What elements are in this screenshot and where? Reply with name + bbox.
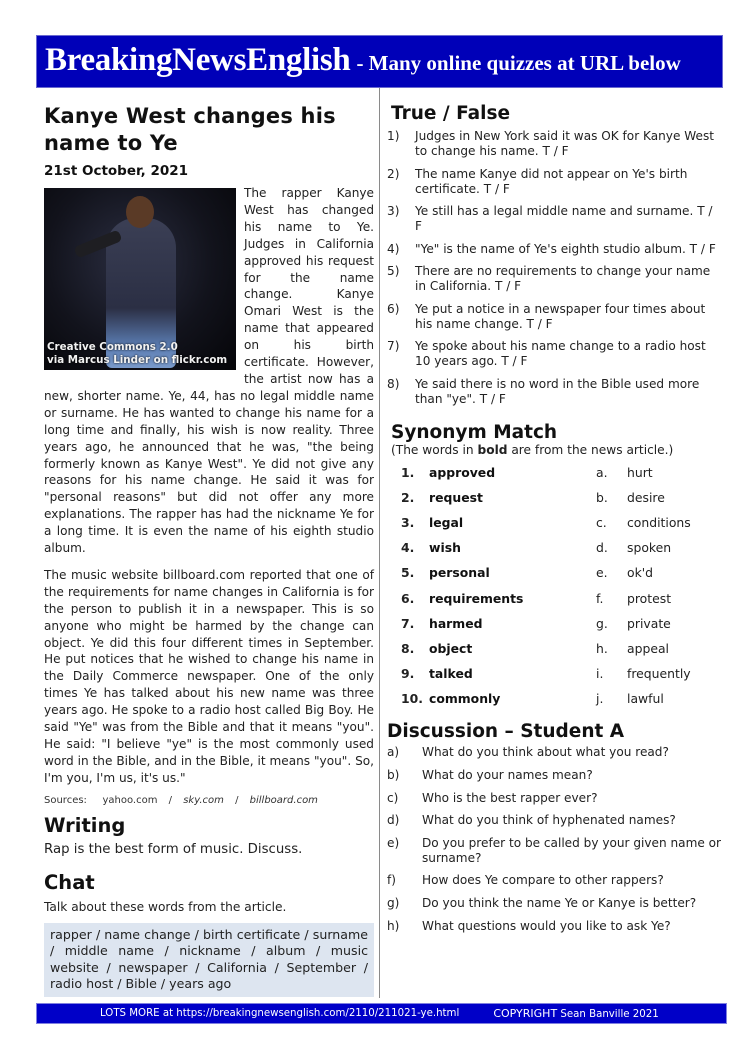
synonym-definition: protest	[627, 590, 672, 606]
synonym-match-subtitle	[391, 443, 722, 457]
true-false-item	[387, 204, 722, 234]
synonym-number: 1.	[401, 464, 415, 480]
synonym-row	[387, 535, 722, 560]
synonym-number: 7.	[401, 615, 415, 631]
item-statement: There are no requirements to change your name in California. T / F	[415, 264, 711, 293]
page-footer	[36, 1003, 727, 1024]
synonym-word: object	[429, 640, 473, 656]
true-false-item	[387, 302, 722, 332]
question-text: What do you think of hyphenated names?	[422, 813, 676, 828]
synonym-word: talked	[429, 666, 473, 682]
writing-prompt: Rap is the best form of music. Discuss.	[44, 841, 303, 857]
synonym-letter: g.	[596, 615, 608, 631]
question-text: What questions would you like to ask Ye?	[422, 918, 671, 933]
writing-heading: Writing	[44, 813, 126, 837]
synonym-number: 4.	[401, 540, 415, 556]
synonym-letter: j.	[596, 691, 604, 707]
synonym-match-list	[387, 460, 722, 712]
question-text: How does Ye compare to other rappers?	[422, 873, 664, 888]
synonym-match-heading: Synonym Match	[391, 421, 558, 443]
synonym-row	[387, 686, 722, 711]
question-letter: h)	[387, 918, 400, 933]
synonym-definition: private	[627, 615, 671, 631]
source-link[interactable]: yahoo.com	[102, 794, 158, 806]
item-statement: Ye said there is no word in the Bible used more than "ye". T / F	[415, 376, 700, 406]
synonym-definition: hurt	[627, 464, 653, 480]
question-letter: b)	[387, 767, 400, 782]
question-text: What do your names mean?	[422, 767, 593, 782]
discussion-question	[387, 791, 722, 806]
synonym-definition: spoken	[627, 540, 672, 556]
discussion-question	[387, 919, 722, 934]
synonym-row	[387, 510, 722, 535]
item-statement: Ye still has a legal middle name and surname. T / F	[415, 204, 713, 233]
article-body	[44, 185, 374, 787]
item-statement: The name Kanye did not appear on Ye's birth certificate. T / F	[415, 166, 688, 196]
synonym-definition: conditions	[627, 514, 691, 530]
question-text: Who is the best rapper ever?	[422, 790, 598, 805]
synonym-word: request	[429, 489, 483, 505]
true-false-item	[387, 339, 722, 369]
synonym-letter: d.	[596, 540, 608, 556]
synonym-letter: h.	[596, 640, 608, 656]
question-letter: a)	[387, 745, 400, 760]
subtitle-text: (The words in	[391, 442, 478, 457]
true-false-list	[387, 129, 722, 407]
synonym-row	[387, 560, 722, 585]
synonym-number: 3.	[401, 514, 415, 530]
photo-figure-head	[126, 196, 154, 228]
copyright-label: COPYRIGHT	[493, 1007, 558, 1020]
question-letter: g)	[387, 895, 400, 910]
item-number: 3)	[387, 204, 400, 218]
synonym-number: 6.	[401, 590, 415, 606]
true-false-item	[387, 377, 722, 407]
synonym-row	[387, 460, 722, 485]
footer-copyright	[493, 1007, 658, 1020]
synonym-number: 9.	[401, 666, 415, 682]
true-false-item	[387, 264, 722, 294]
sources-separator: /	[168, 794, 173, 806]
article-date: 21st October, 2021	[44, 163, 189, 179]
synonym-number: 8.	[401, 640, 415, 656]
synonym-letter: a.	[596, 464, 608, 480]
source-link[interactable]: billboard.com	[249, 794, 318, 806]
synonym-word: requirements	[429, 590, 524, 606]
photo-caption-line-2: via Marcus Linder on flickr.com	[47, 354, 228, 366]
synonym-number: 5.	[401, 565, 415, 581]
synonym-number: 2.	[401, 489, 415, 505]
synonym-word: legal	[429, 514, 464, 530]
item-number: 1)	[387, 129, 400, 143]
synonym-word: harmed	[429, 615, 483, 631]
synonym-letter: e.	[596, 565, 608, 581]
sources-label: Sources:	[44, 794, 87, 806]
photo-caption-line-1: Creative Commons 2.0	[47, 341, 178, 353]
site-tagline: - Many online quizzes at URL below	[356, 51, 681, 75]
true-false-item	[387, 129, 722, 159]
synonym-letter: c.	[596, 514, 607, 530]
footer-lots-more-link[interactable]: LOTS MORE at https://breakingnewsenglish.com/2110/211021-ye.html	[100, 1008, 460, 1019]
synonym-letter: i.	[596, 666, 604, 682]
synonym-number: 10.	[401, 691, 423, 707]
question-letter: d)	[387, 813, 400, 828]
column-divider	[379, 88, 380, 998]
synonym-definition: appeal	[627, 640, 669, 656]
chat-heading: Chat	[44, 870, 95, 894]
article-photo	[44, 188, 236, 370]
item-statement: "Ye" is the name of Ye's eighth studio album. T / F	[415, 241, 716, 256]
synonym-row	[387, 636, 722, 661]
item-number: 8)	[387, 376, 400, 391]
sources-separator: /	[235, 794, 239, 806]
site-brand: BreakingNewsEnglish	[45, 42, 351, 78]
site-banner	[36, 35, 723, 88]
chat-instruction: Talk about these words from the article.	[44, 899, 287, 914]
copyright-owner: Sean Banville 2021	[560, 1009, 659, 1020]
item-statement: Ye put a notice in a newspaper four times about his name change. T / F	[415, 301, 706, 331]
article-title: Kanye West changes his name to Ye	[44, 104, 336, 155]
item-number: 2)	[387, 166, 400, 181]
subtitle-bold-word: bold	[477, 442, 508, 457]
right-column	[387, 103, 722, 941]
true-false-heading: True / False	[391, 103, 511, 124]
discussion-question	[387, 813, 722, 828]
chat-word-box: rapper / name change / birth certificate / surname / middle name / nickname / album / music website / newspaper / California / September / radio host / Bible / years ago	[44, 923, 374, 998]
question-letter: e)	[387, 835, 400, 850]
discussion-question	[387, 873, 722, 888]
item-number: 6)	[387, 301, 400, 316]
discussion-question	[387, 768, 722, 783]
article-paragraph: The music website billboard.com reported that one of the requirements for name changes in California is for the person to publish it in a newspaper. This is so anyone who might be harmed by the change can object. Ye did this four different times in September. He put notices that he wished to change his name in the Daily Commerce newspaper. One of the only times Ye has talked about his new name was three years ago. He spoke to a radio host called Big Boy. He said "Ye" was from the Bible and that it means "you". He said: "I believe "ye" is the most commonly used word in the Bible, and in the Bible, it means "you". So, I'm you, I'm us, it's us."	[44, 567, 374, 785]
discussion-question	[387, 896, 722, 911]
synonym-letter: f.	[596, 590, 604, 606]
synonym-definition: ok'd	[627, 565, 654, 581]
synonym-word: commonly	[429, 691, 501, 707]
synonym-row	[387, 611, 722, 636]
question-text: Do you think the name Ye or Kanye is better?	[422, 895, 697, 910]
synonym-letter: b.	[596, 489, 608, 505]
discussion-list	[387, 745, 722, 933]
synonym-definition: desire	[627, 489, 665, 505]
synonym-row	[387, 585, 722, 610]
question-text: Do you prefer to be called by your given name or surname?	[422, 835, 722, 865]
article-paragraph	[44, 185, 374, 557]
true-false-item	[387, 167, 722, 197]
synonym-definition: frequently	[627, 666, 691, 682]
question-letter: c)	[387, 790, 399, 805]
synonym-definition: lawful	[627, 691, 664, 707]
paragraph-1-text: The rapper Kanye West has changed his name to Ye. Judges in California approved his request for the name change. Kanye Omari West is the name that appeared on his birth certificate. However, the artist now has a new, shorter name. Ye, 44, has no legal middle name or surname. He has wanted to change his name for a long time and finally, his wish is now reality. Three years ago, he announced that he was, "the being formerly known as Kanye West". Ye did not give any reasons for his name change. He said it was for "personal reasons" but did not offer any more explanations. The rapper has had the nickname Ye for a long time. It is even the name of his eighth studio album.	[44, 186, 374, 556]
synonym-word: personal	[429, 565, 490, 581]
discussion-question	[387, 836, 722, 866]
item-statement: Judges in New York said it was OK for Kanye West to change his name. T / F	[415, 129, 714, 158]
left-column	[44, 103, 374, 997]
photo-caption	[47, 341, 227, 367]
subtitle-text: are from the news article.)	[507, 442, 674, 457]
item-number: 4)	[387, 241, 400, 256]
synonym-word: wish	[429, 540, 461, 556]
synonym-row	[387, 661, 722, 686]
item-number: 5)	[387, 264, 400, 278]
discussion-question	[387, 745, 722, 760]
item-number: 7)	[387, 339, 400, 353]
sources-line	[44, 795, 374, 806]
discussion-heading: Discussion – Student A	[387, 721, 625, 743]
question-text: What do you think about what you read?	[422, 745, 669, 760]
true-false-item	[387, 242, 722, 257]
synonym-word: approved	[429, 464, 496, 480]
question-letter: f)	[387, 873, 396, 888]
source-link[interactable]: sky.com	[183, 794, 224, 806]
synonym-row	[387, 485, 722, 510]
item-statement: Ye spoke about his name change to a radio host 10 years ago. T / F	[415, 339, 706, 368]
